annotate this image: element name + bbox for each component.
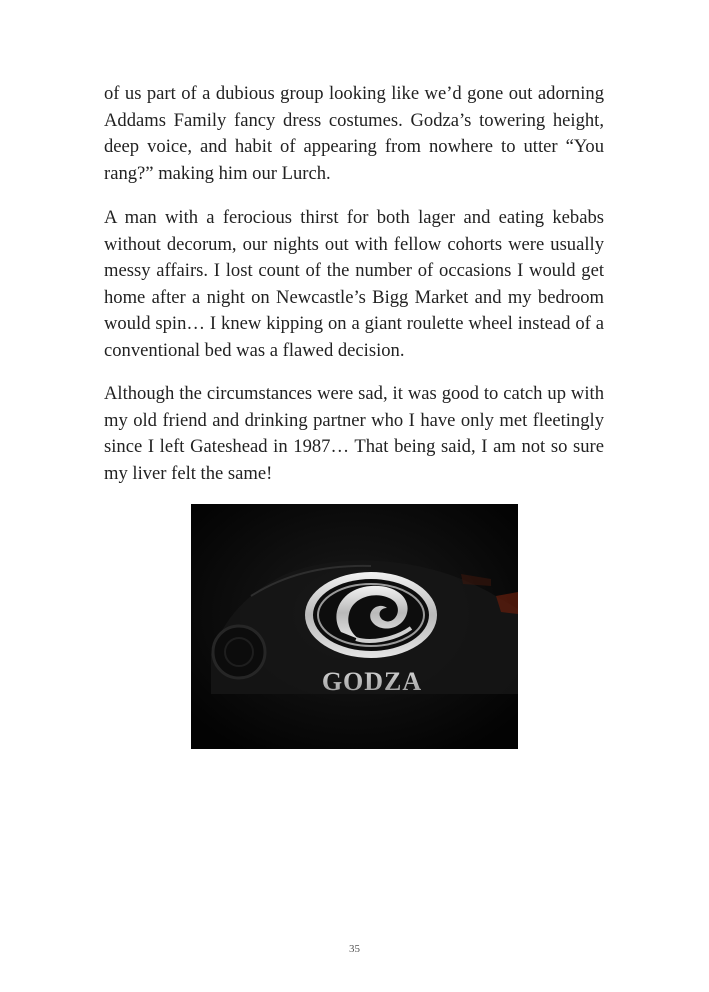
- logo-text: GODZA: [321, 667, 423, 696]
- page-number: 35: [349, 943, 360, 955]
- body-paragraph-2: A man with a ferocious thirst for both lager and eating kebabs without decorum, our nights out with fellow cohorts were usually messy affairs. I lost count of the number of occasions I would get home after a night on Newcastle’s Bigg Market and my bedroom would spin… I knew kipping on a giant roulette wheel instead of a conventional bed was a flawed decision.: [104, 207, 604, 361]
- godza-logo-svg: [191, 504, 518, 749]
- cobra-emblem-icon: [305, 572, 437, 658]
- body-paragraph-1: of us part of a dubious group looking like we’d gone out adorning Addams Family fancy dress costumes. Godza’s towering height, deep voice, and habit of appearing from nowhere to utter “You rang?” making him our Lurch.: [104, 83, 604, 184]
- godza-logo-image: [191, 504, 518, 749]
- body-paragraph-3: Although the circumstances were sad, it was good to catch up with my old friend and drinking partner who I have only met fleetingly since I left Gateshead in 1987… That being said, I am not so sure my liver felt the same!: [104, 383, 604, 484]
